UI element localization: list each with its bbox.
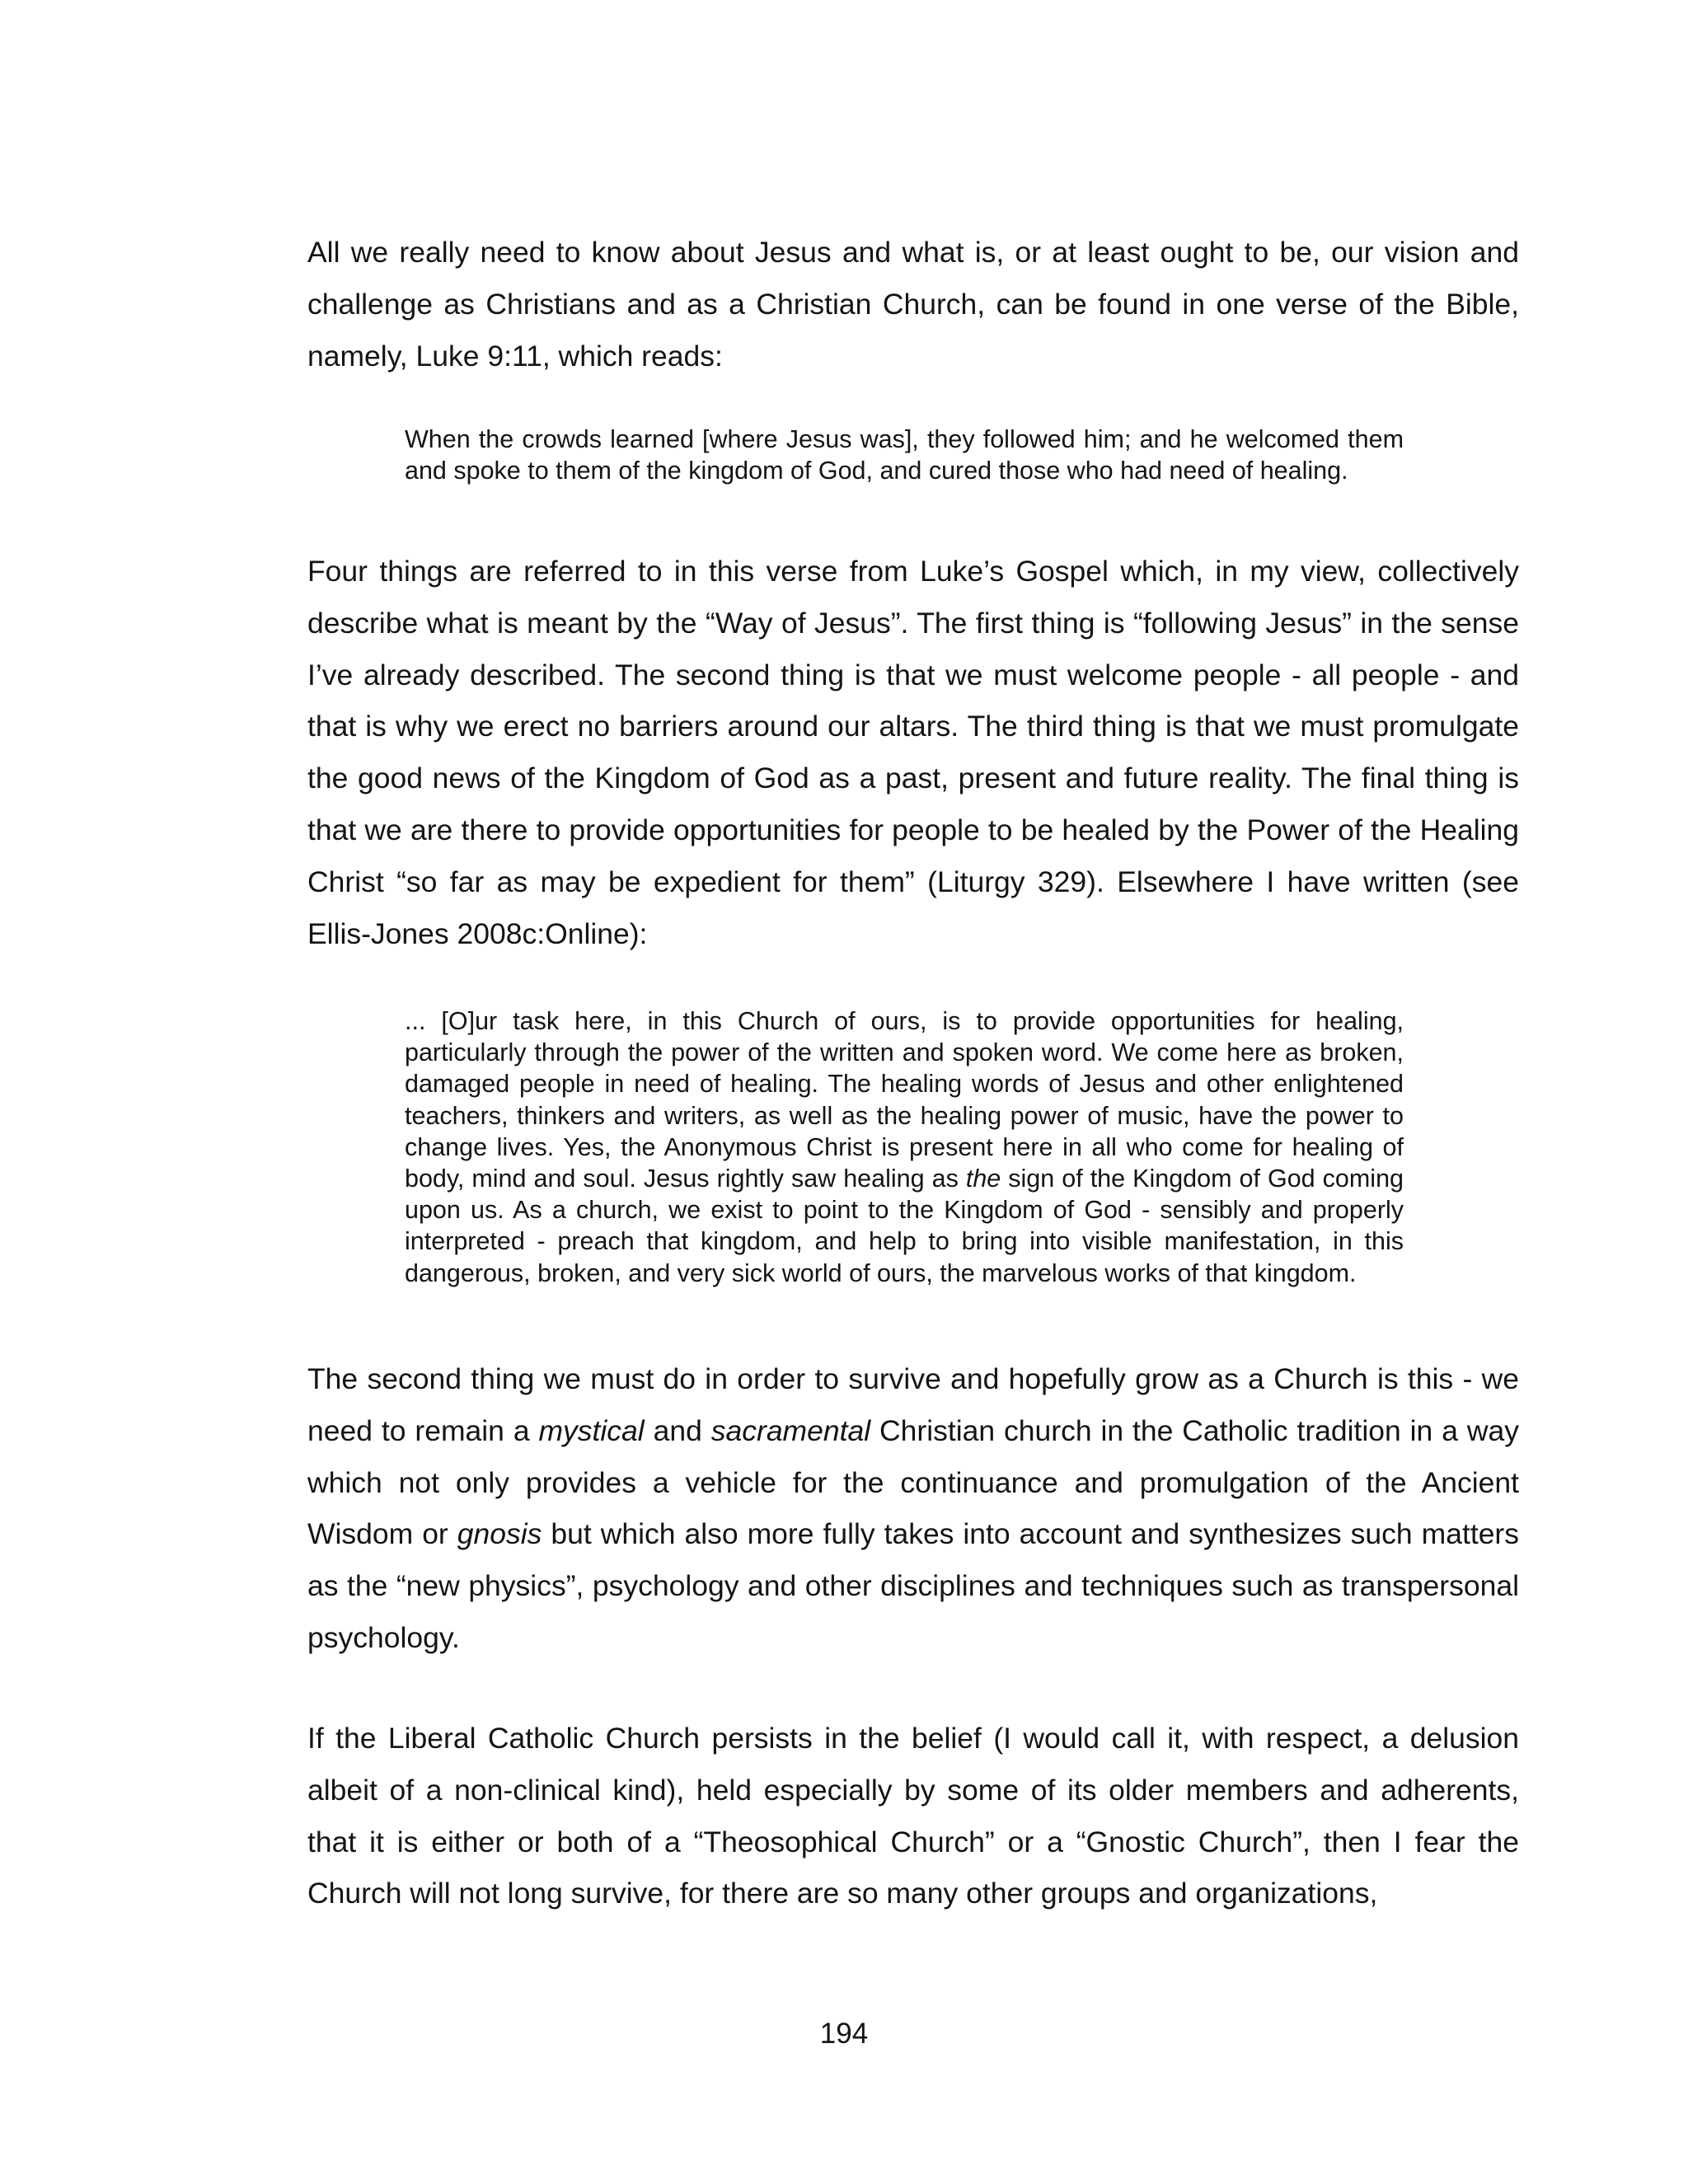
block-quote-ellis-jones <box>405 1005 1404 1289</box>
quote-text-part: ... [O]ur task here, in this Church of ours, is to provide opportunities for healing, particularly through the power of the written and spoken word. We come here as broken, damaged people in need of healing. The healing words of Jesus and other enlightened teachers, thinkers and writers, as well as the healing power of music, have the power to change lives. Yes, the Anonymous Christ is present here in all who come for healing of body, mind and soul. Jesus rightly saw healing as <box>405 1007 1404 1193</box>
paragraph-four-things: Four things are referred to in this verse from Luke’s Gospel which, in my view, collectively describe what is meant by the “Way of Jesus”. The first thing is “following Jesus” in the sense I’ve already described. The second thing is that we must welcome people - all people - and that is why we erect no barriers around our altars. The third thing is that we must promulgate the good news of the Kingdom of God as a past, present and future reality. The final thing is that we are there to provide opportunities for people to be healed by the Power of the Healing Christ “so far as may be expedient for them” (Liturgy 329). Elsewhere I have written (see Ellis-Jones 2008c:Online): <box>307 555 1519 950</box>
quote-italic-the: the <box>965 1165 1001 1193</box>
paragraph-second-thing <box>307 1353 1519 1664</box>
italic-gnosis: gnosis <box>457 1517 542 1551</box>
text-part: Christian church in the Catholic tradition in a way which not only provides a vehicle for the continuance and promulgation of the Ancient Wisdom or <box>307 1413 1519 1551</box>
page-number: 194 <box>819 2018 869 2050</box>
paragraph-liberal-catholic: If the Liberal Catholic Church persists in the belief (I would call it, with respect, a delusion albeit of a non-clinical kind), held especially by some of its older members and adherents, that it is either or both of a “Theosophical Church” or a “Gnostic Church”, then I fear the Church will not long survive, for there are so many other groups and organizations, <box>307 1722 1519 1910</box>
text-part: but which also more fully takes into account and synthesizes such matters as the “new physics”, psychology and other disciplines and techniques such as transpersonal psychology. <box>307 1517 1520 1654</box>
quote-text-part: sign of the Kingdom of God coming upon us. As a church, we exist to point to the Kingdom of God - sensibly and properly interpreted - preach that kingdom, and help to bring into visible manifestation, in this dangerous, broken, and very sick world of ours, the marvelous works of that kingdom. <box>405 1165 1404 1287</box>
italic-sacramental: sacramental <box>710 1413 871 1447</box>
block-quote-luke-9-11: When the crowds learned [where Jesus was], they followed him; and he welcomed them and spoke to them of the kingdom of God, and cured those who had need of healing. <box>405 425 1404 485</box>
text-part: and <box>644 1413 711 1447</box>
paragraph-luke-intro: All we really need to know about Jesus and what is, or at least ought to be, our vision and challenge as Christians and as a Christian Church, can be found in one verse of the Bible, namely, Luke 9:11, which reads: <box>307 236 1519 373</box>
italic-mystical: mystical <box>538 1413 645 1447</box>
text-part: The second thing we must do in order to survive and hopefully grow as a Church is this - we need to remain a <box>307 1362 1519 1447</box>
